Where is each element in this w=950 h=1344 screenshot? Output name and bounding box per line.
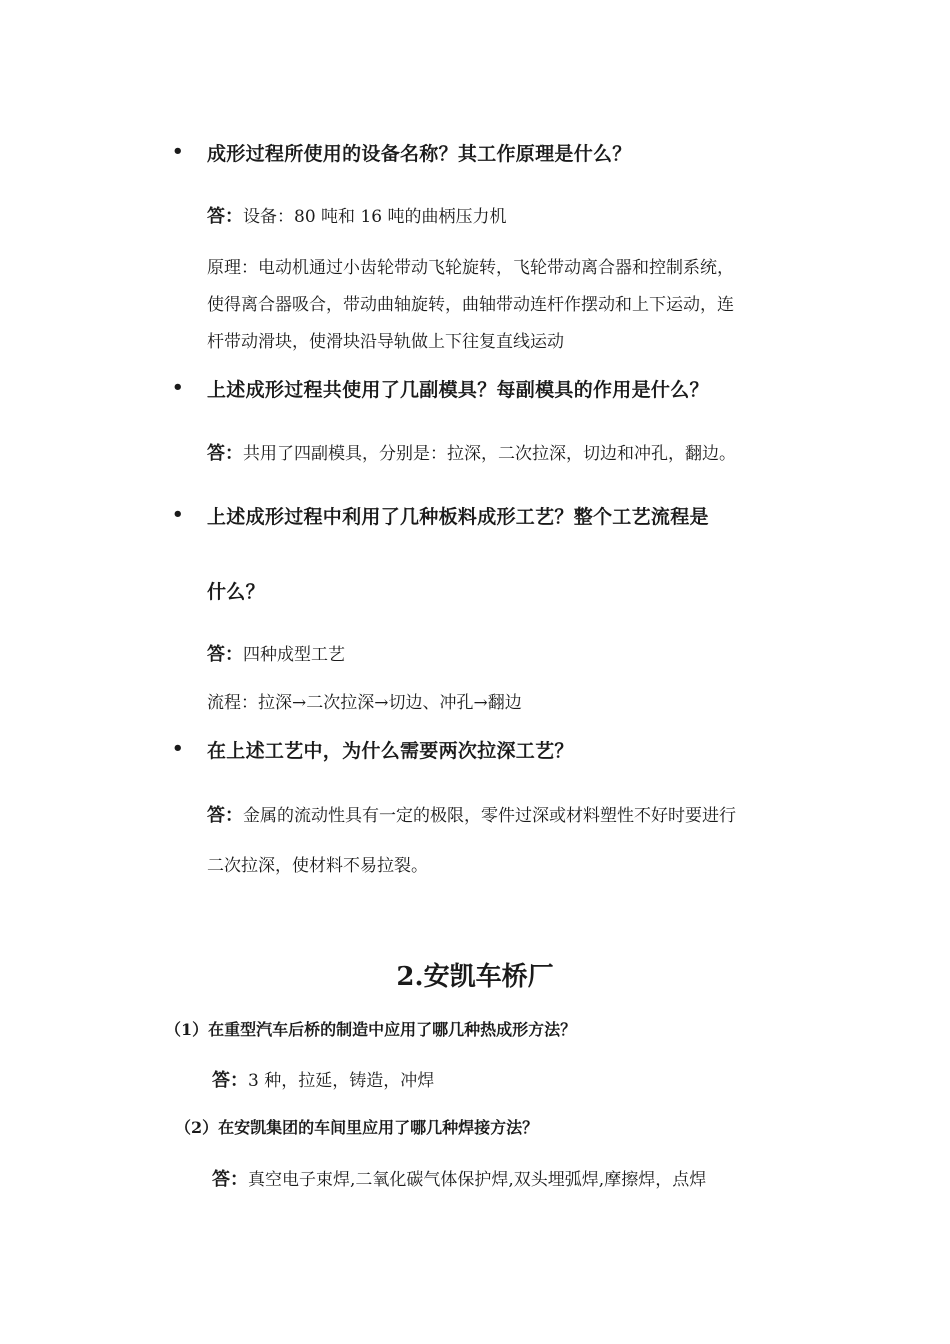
principle-line-1: 原理：电动机通过小齿轮带动飞轮旋转，飞轮带动离合器和控制系统， [207,258,734,278]
answer-text: 共用了四副模具，分别是：拉深，二次拉深，切边和冲孔，翻边。 [243,444,736,464]
answer-text: 设备：80 吨和 16 吨的曲柄压力机 [243,207,507,227]
answer-text: 四种成型工艺 [243,645,345,665]
answer-1 [207,202,506,228]
answer-label: 答： [212,1169,248,1190]
answer-4-line-2: 二次拉深，使材料不易拉裂。 [207,856,428,876]
section-heading: 2.安凯车桥厂 [396,962,554,992]
principle-line-3: 杆带动滑块，使滑块沿导轨做上下往复直线运动 [207,332,564,352]
answer-4-line-1 [207,801,736,827]
subanswer-1 [212,1066,434,1092]
question-4: 在上述工艺中，为什么需要两次拉深工艺？ [207,740,574,762]
answer-label: 答： [207,644,243,665]
bullet-marker: • [172,738,184,759]
question-1: 成形过程所使用的设备名称？其工作原理是什么？ [207,143,632,165]
answer-label: 答： [207,443,243,464]
question-2: 上述成形过程共使用了几副模具？每副模具的作用是什么？ [207,379,709,401]
subquestion-1: （1）在重型汽车后桥的制造中应用了哪几种热成形方法？ [165,1020,577,1039]
principle-line-2: 使得离合器吸合，带动曲轴旋转，曲轴带动连杆作摆动和上下运动，连 [207,295,734,315]
answer-text: 真空电子束焊,二氧化碳气体保护焊,双头埋弧焊,摩擦焊，点焊 [248,1170,707,1190]
answer-3 [207,640,345,666]
answer-text: 3 种，拉延，铸造，冲焊 [248,1071,435,1091]
answer-2 [207,439,736,465]
subquestion-2: （2）在安凯集团的车间里应用了哪几种焊接方法？ [175,1118,539,1137]
answer-label: 答： [207,805,243,826]
question-3-line-1: 上述成形过程中利用了几种板料成形工艺？整个工艺流程是 [207,506,709,528]
answer-label: 答： [212,1070,248,1091]
bullet-marker: • [172,377,184,398]
answer-label: 答： [207,206,243,227]
subanswer-2 [212,1165,706,1191]
answer-text: 金属的流动性具有一定的极限，零件过深或材料塑性不好时要进行 [243,806,736,826]
bullet-marker: • [172,504,184,525]
bullet-marker: • [172,141,184,162]
process-flow: 流程：拉深→二次拉深→切边、冲孔→翻边 [207,693,522,713]
question-3-line-2: 什么？ [207,581,265,603]
